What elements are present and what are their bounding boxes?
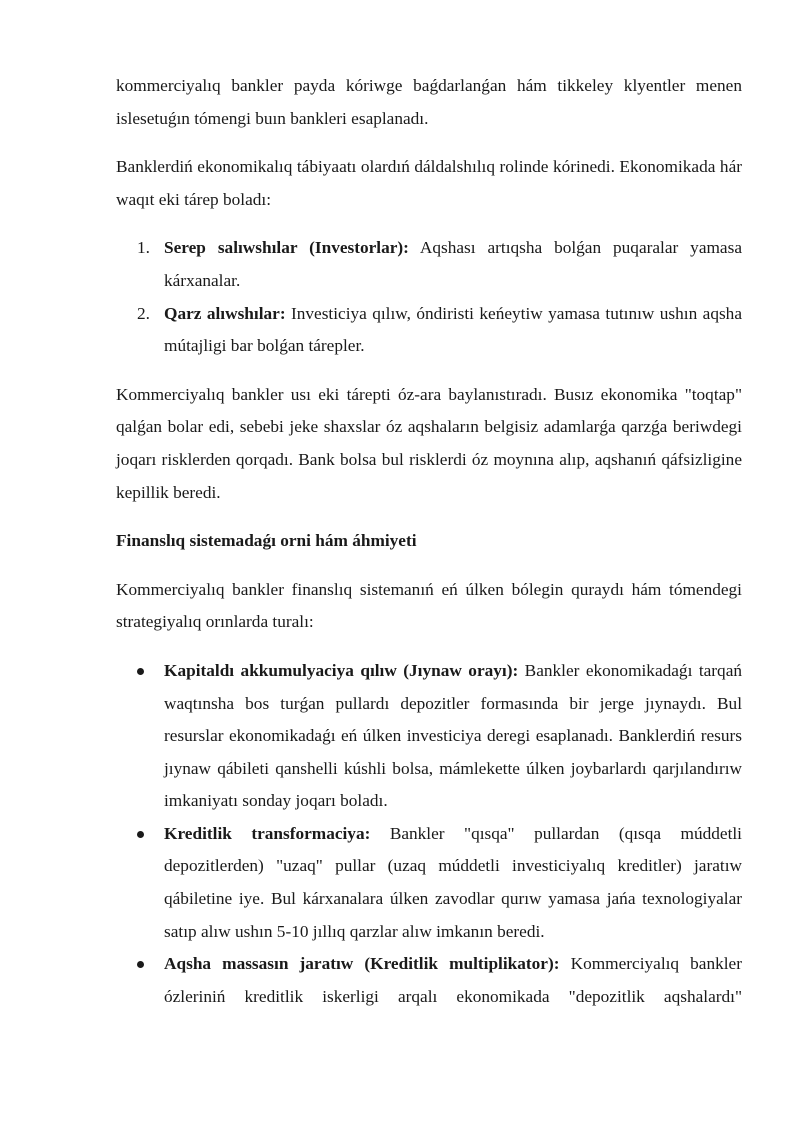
list-item-text: Investiciya qılıw, óndiristi keńeytiw yamasa tutınıw ushın aqsha mútajligi bar bolǵan tárepler. bbox=[164, 303, 742, 356]
list-item-title: Aqsha massasın jaratıw (Kreditlik multiplikator): bbox=[164, 954, 560, 974]
bullet-item-accumulation bbox=[164, 655, 742, 818]
list-number: 2. bbox=[137, 303, 150, 323]
list-item-title: Kapitaldı akkumulyaciya qılıw (Jıynaw orayı): bbox=[164, 660, 519, 680]
numbered-item-borrowers bbox=[137, 298, 742, 363]
numbered-list bbox=[116, 232, 742, 362]
list-item-title: Serep salıwshılar (Investorlar): bbox=[164, 238, 409, 258]
list-item-text: Bankler "qısqa" pullardan (qısqa múddetli depozitlerden) "uzaq" pullar (uzaq múddetli investiciyalıq kreditler) jaratıw qábiletine iye. Bul kárxanalara úlken zavodlar qurıw yamasa jańa texnologiyalar satıp alıw ushın 5-10 jıllıq qarzlar alıw imkanın beredi. bbox=[164, 823, 742, 941]
document-page bbox=[116, 70, 742, 1013]
paragraph-nature: Banklerdiń ekonomikalıq tábiyaatı olardıń dáldalshılıq rolinde kórinedi. Ekonomikada hár waqıt eki tárep boladı: bbox=[116, 157, 742, 209]
bullet-icon bbox=[137, 668, 144, 675]
bullet-icon bbox=[137, 831, 144, 838]
section-heading: Finanslıq sistemadaǵı orni hám áhmiyeti bbox=[116, 531, 417, 551]
paragraph-connect: Kommerciyalıq bankler usı eki tárepti óz-ara baylanıstıradı. Busız ekonomika "toqtap" qalǵan bolar edi, sebebi jeke shaxslar óz aqshaların belgisiz adamlarǵa qarzǵa beriwdegi joqarı risklerden qorqadı. Bank bolsa bul risklerdi óz moynına alıp, aqshanıń qáfsizligine kepillik beredi. bbox=[116, 384, 742, 502]
list-item-title: Qarz alıwshılar: bbox=[164, 303, 286, 323]
bullet-list bbox=[116, 655, 742, 1014]
bullet-item-transformation bbox=[164, 818, 742, 948]
numbered-item-investors bbox=[137, 232, 742, 297]
list-item-text: Aqshası artıqsha bolǵan puqaralar yamasa kárxanalar. bbox=[164, 238, 742, 290]
list-item-text: Bankler ekonomikadaǵı tarqań waqtınsha bos turǵan pullardı depozitler formasında bir jerge jıynaydı. Bul resurslar ekonomikadaǵı eń úlken investiciya deregi esaplanadı. Banklerdiń resurs jıynaw qábileti qanshelli kúshli bolsa, mámlekette úlken joybarlardı qarjılandırıw imkaniyatı sonday joqarı boladı. bbox=[164, 660, 743, 811]
paragraph-intro: kommerciyalıq bankler payda kóriwge baǵdarlanǵan hám tikkeley klyentler menen islesetuǵın tómengi buın bankleri esaplanadı. bbox=[116, 76, 742, 128]
list-number: 1. bbox=[137, 238, 150, 258]
bullet-item-money-creation bbox=[164, 948, 742, 1013]
list-item-text: Kommerciyalıq bankler ózleriniń kreditlik iskerligi arqalı ekonomikada "depozitlik aqshalardı" bbox=[164, 954, 742, 1006]
list-item-title: Kreditlik transformaciya: bbox=[164, 823, 371, 843]
paragraph-roles-intro: Kommerciyalıq bankler finanslıq sistemanıń eń úlken bólegin quraydı hám tómendegi strategiyalıq orınlarda turalı: bbox=[116, 579, 742, 632]
bullet-icon bbox=[137, 961, 144, 968]
